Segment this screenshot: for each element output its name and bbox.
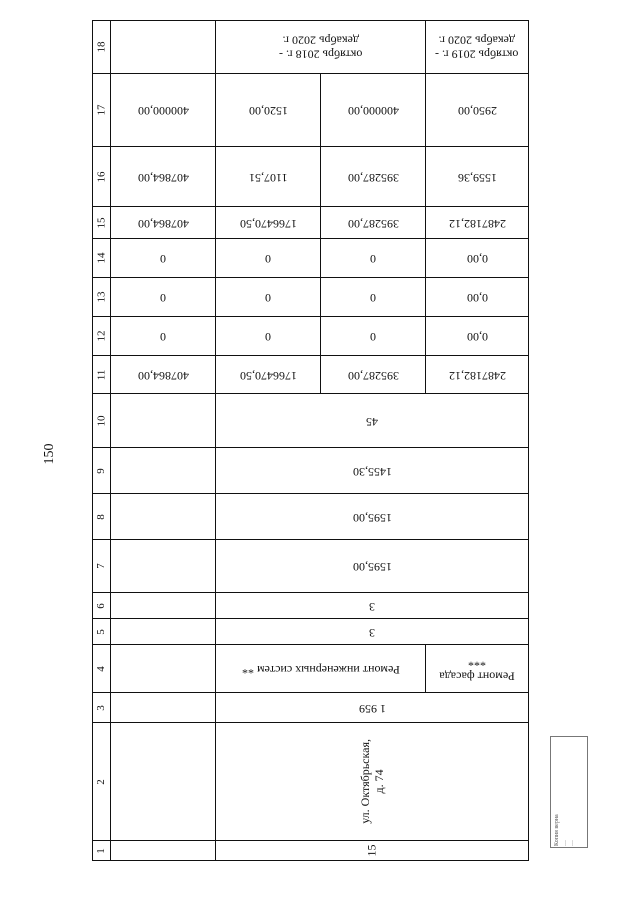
cell-col11-row3: 1766470,50 [216, 356, 321, 394]
cell-col14-row1: 0,00 [426, 239, 529, 278]
cell-col15-row4: 407864,00 [111, 207, 216, 239]
cell-col13-row3: 0 [216, 278, 321, 317]
cell-row-number: 15 [216, 841, 529, 861]
column-number-7: 7 [92, 540, 111, 593]
cell-col2-blank [111, 723, 216, 841]
cell-col15-row3: 1766470,50 [216, 207, 321, 239]
cell-col6-blank [111, 593, 216, 619]
column-number-12: 12 [92, 317, 111, 356]
cell-col12-row4: 0 [111, 317, 216, 356]
cell-address: ул. Октябрьская, д. 74 [216, 723, 529, 841]
cell-col7-blank [111, 540, 216, 593]
cell-col16-row2: 395287,00 [321, 147, 426, 207]
page-number: 150 [42, 443, 57, 465]
cell-col17-row1: 2950,00 [426, 74, 529, 147]
column-number-10: 10 [92, 394, 111, 448]
cell-period-row1: октябрь 2019 г. - декабрь 2020 г. [426, 20, 529, 74]
column-number-14: 14 [92, 239, 111, 278]
column-number-18: 18 [92, 20, 111, 74]
cell-col4-blank [111, 645, 216, 693]
cell-col8-blank [111, 494, 216, 540]
cell-col15-row2: 395287,00 [321, 207, 426, 239]
cell-col16-row3: 1107,51 [216, 147, 321, 207]
cell-col17-row2: 400000,00 [321, 74, 426, 147]
column-number-3: 3 [92, 693, 111, 723]
cell-col17-row3: 1520,00 [216, 74, 321, 147]
cell-period-row2-3: октябрь 2018 г. - декабрь 2020 г. [216, 20, 426, 74]
cell-col17-row4: 400000,00 [111, 74, 216, 147]
data-table [92, 20, 529, 861]
cell-col15-row1: 2487182,12 [426, 207, 529, 239]
cell-col5-blank [111, 619, 216, 645]
column-number-5: 5 [92, 619, 111, 645]
column-number-17: 17 [92, 74, 111, 147]
cell-col10-value: 45 [216, 394, 529, 448]
cell-col16-row1: 1559,36 [426, 147, 529, 207]
cell-col5-value: 3 [216, 619, 529, 645]
cell-col9-value: 1455,30 [216, 448, 529, 494]
cell-col14-row4: 0 [111, 239, 216, 278]
cell-year: 1 959 [216, 693, 529, 723]
cell-period-row4 [111, 20, 216, 74]
cell-col8-value: 1595,00 [216, 494, 529, 540]
column-number-9: 9 [92, 448, 111, 494]
column-number-1: 1 [92, 841, 111, 861]
cell-col12-row1: 0,00 [426, 317, 529, 356]
cell-col11-row2: 395287,00 [321, 356, 426, 394]
column-number-8: 8 [92, 494, 111, 540]
cell-col3-blank [111, 693, 216, 723]
column-number-16: 16 [92, 147, 111, 207]
cell-col7-value: 1595,00 [216, 540, 529, 593]
cell-col11-row4: 407864,00 [111, 356, 216, 394]
cell-col14-row3: 0 [216, 239, 321, 278]
cell-col1-blank [111, 841, 216, 861]
cell-col10-blank [111, 394, 216, 448]
column-number-2: 2 [92, 723, 111, 841]
cell-work-type-engineering: Ремонт инженерных систем ** [216, 645, 426, 693]
cell-col6-value: 3 [216, 593, 529, 619]
column-number-6: 6 [92, 593, 111, 619]
cell-col12-row2: 0 [321, 317, 426, 356]
column-number-13: 13 [92, 278, 111, 317]
cell-col11-row1: 2487182,12 [426, 356, 529, 394]
cell-col9-blank [111, 448, 216, 494]
cell-col16-row4: 407864,00 [111, 147, 216, 207]
column-number-11: 11 [92, 356, 111, 394]
column-number-4: 4 [92, 645, 111, 693]
certification-stamp: Копия верна … … [550, 736, 588, 848]
cell-work-type-facade: Ремонт фасада *** [426, 645, 529, 693]
cell-col14-row2: 0 [321, 239, 426, 278]
cell-col13-row4: 0 [111, 278, 216, 317]
cell-col13-row1: 0,00 [426, 278, 529, 317]
cell-col13-row2: 0 [321, 278, 426, 317]
cell-col12-row3: 0 [216, 317, 321, 356]
column-number-15: 15 [92, 207, 111, 239]
